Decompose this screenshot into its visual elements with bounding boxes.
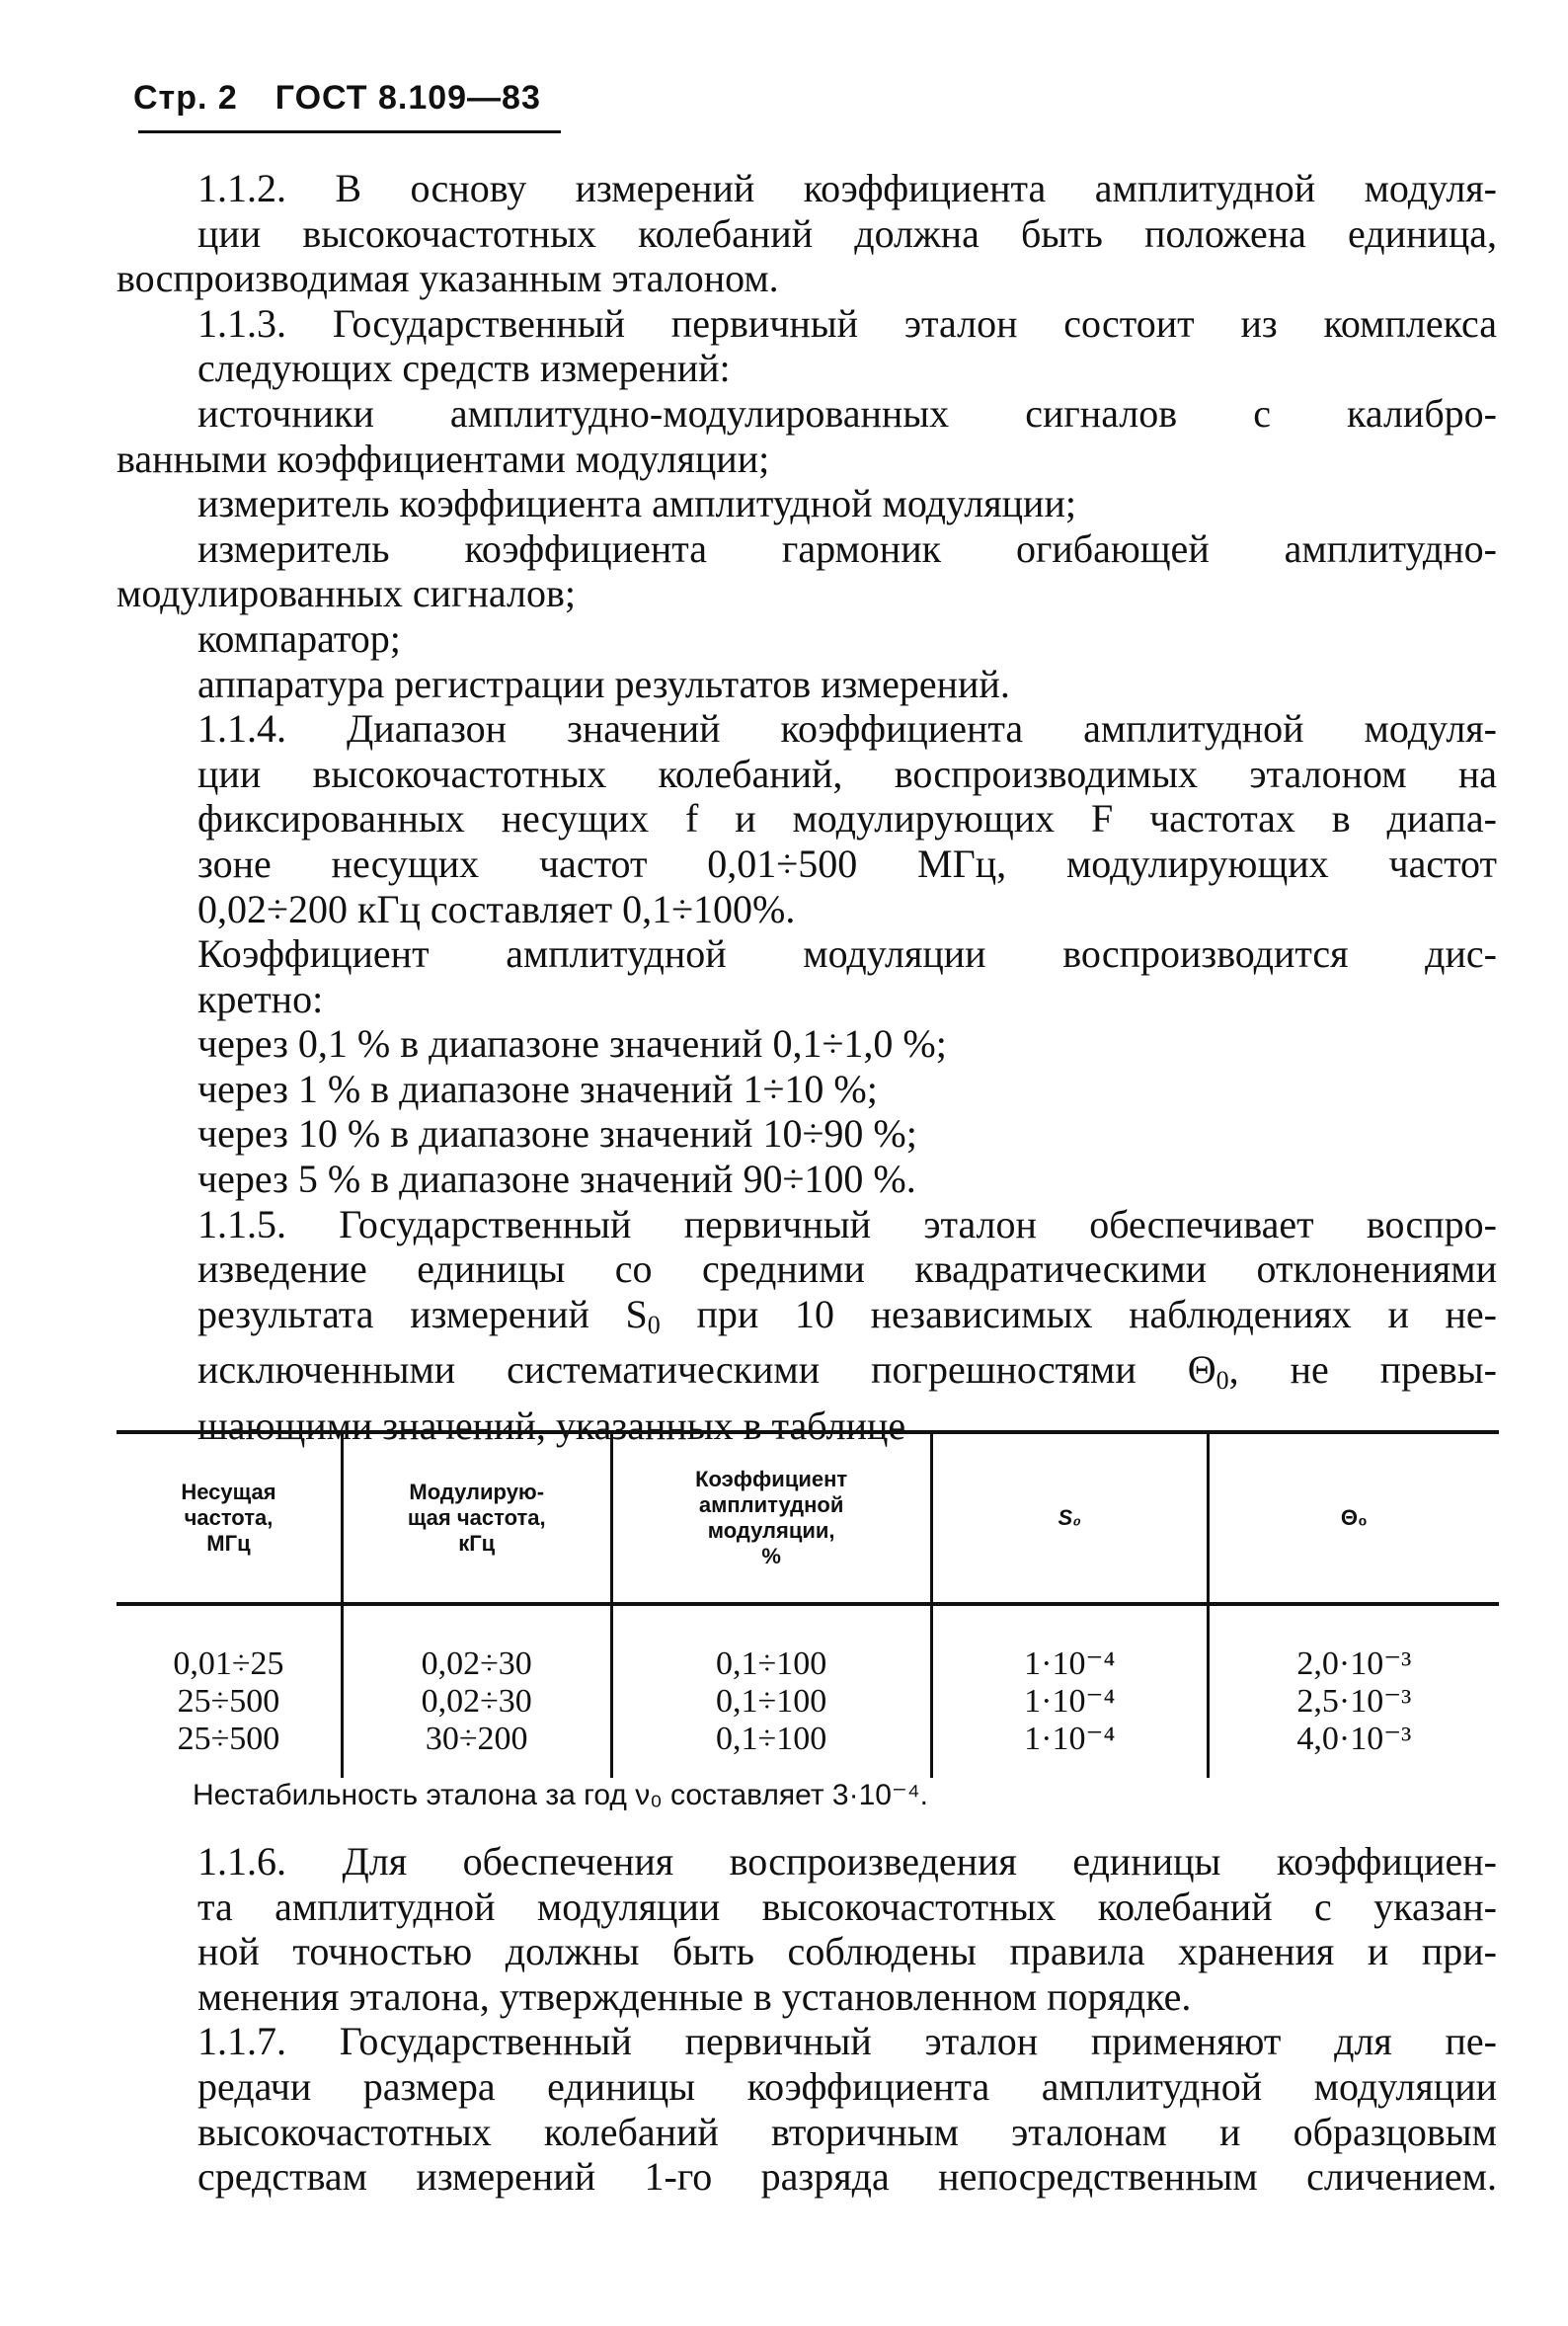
paragraph-1-1-3 bbox=[117, 301, 1497, 391]
subscript: 0 bbox=[1215, 1366, 1229, 1396]
list-item-sources bbox=[117, 391, 1497, 481]
table-cell: 0,1÷100 bbox=[611, 1683, 931, 1721]
table-cell: 4,0·10⁻³ bbox=[1208, 1721, 1499, 1778]
step-item: через 1 % в диапазоне значений 1÷10 %; bbox=[197, 1066, 878, 1111]
text-fragment: исключенными систематическими погрешностями Θ bbox=[197, 1347, 1216, 1393]
step-item: через 0,1 % в диапазоне значений 0,1÷1,0 %; bbox=[197, 1021, 947, 1067]
header-line: % bbox=[761, 1544, 781, 1568]
table-cell: 1·10⁻⁴ bbox=[931, 1683, 1208, 1721]
text-line: воспроизводимая указанным эталоном. bbox=[117, 256, 779, 301]
table-row bbox=[117, 1721, 1499, 1778]
table-cell: 1·10⁻⁴ bbox=[931, 1604, 1208, 1683]
text-line: 1.1.6. Для обеспечения воспроизведения единицы коэффициен- bbox=[197, 1839, 1497, 1884]
header-line: Модулирую- bbox=[409, 1480, 545, 1504]
text-line: 0,02÷200 кГц составляет 0,1÷100%. bbox=[197, 886, 796, 931]
text-line: компаратор; bbox=[197, 615, 401, 661]
list-item-harmonic-meter bbox=[117, 526, 1497, 616]
standard-table bbox=[117, 1430, 1499, 1778]
text-line bbox=[117, 1347, 1497, 1404]
text-line: высокочастотных колебаний вторичным эталонам и образцовым bbox=[197, 2109, 1497, 2154]
paragraph-1-1-7 bbox=[117, 2019, 1497, 2199]
body-text-upper bbox=[117, 166, 1497, 1449]
step-item: через 10 % в диапазоне значений 10÷90 %; bbox=[197, 1111, 917, 1157]
table-row bbox=[117, 1604, 1499, 1683]
table-cell: 0,02÷30 bbox=[342, 1604, 611, 1683]
paragraph-1-1-4 bbox=[117, 706, 1497, 931]
header-carrier-frequency bbox=[117, 1432, 342, 1604]
paragraph-1-1-6 bbox=[117, 1839, 1497, 2019]
text-line: 1.1.3. Государственный первичный эталон состоит из комплекса bbox=[197, 300, 1497, 346]
text-line: изведение единицы со средними квадратическими отклонениями bbox=[197, 1246, 1497, 1292]
header-line: модуляции, bbox=[707, 1518, 835, 1543]
header-line: амплитудной bbox=[698, 1492, 844, 1517]
header-rule bbox=[138, 130, 561, 133]
body-text-lower bbox=[117, 1839, 1497, 2200]
list-item-registration bbox=[117, 662, 1497, 707]
text-line: 1.1.2. В основу измерений коэффициента амплитудной модуля- bbox=[197, 166, 1497, 210]
header-line: МГц bbox=[206, 1531, 251, 1556]
header-line: Коэффициент bbox=[695, 1467, 848, 1491]
text-fragment: при 10 независимых наблюдениях и не- bbox=[660, 1291, 1497, 1336]
page-header bbox=[133, 79, 541, 118]
text-line: 1.1.4. Диапазон значений коэффициента амплитудной модуля- bbox=[197, 706, 1497, 752]
text-line: ции высокочастотных колебаний, воспроизводимых эталоном на bbox=[197, 751, 1497, 796]
table-cell: 0,1÷100 bbox=[611, 1721, 931, 1778]
text-fragment: результата измерений S bbox=[197, 1291, 648, 1336]
header-modulating-frequency bbox=[342, 1432, 611, 1604]
paragraph-1-1-2 bbox=[117, 166, 1497, 301]
subscript: 0 bbox=[647, 1310, 661, 1339]
header-line: щая частота, bbox=[407, 1505, 546, 1530]
header-theta0 bbox=[1208, 1432, 1499, 1604]
table-cell: 2,5·10⁻³ bbox=[1208, 1683, 1499, 1721]
table-cell: 25÷500 bbox=[177, 1683, 280, 1720]
table-cell: 0,01÷25 bbox=[173, 1645, 284, 1682]
text-line: 1.1.7. Государственный первичный эталон применяют для пе- bbox=[197, 2019, 1497, 2064]
text-line: зоне несущих частот 0,01÷500 МГц, модулирующих частот bbox=[197, 841, 1497, 886]
text-line: ции высокочастотных колебаний должна быть положена единица, bbox=[197, 210, 1497, 256]
text-line: редачи размера единицы коэффициента амплитудной модуляции bbox=[197, 2063, 1497, 2109]
text-line: источники амплитудно-модулированных сигналов с калибро- bbox=[197, 390, 1497, 436]
text-line: средствам измерений 1-го разряда непосредственным сличением. bbox=[197, 2154, 1497, 2200]
step-list bbox=[117, 1021, 1497, 1201]
standard-number: ГОСТ 8.109—83 bbox=[274, 79, 541, 117]
text-line: Коэффициент амплитудной модуляции воспроизводится дис- bbox=[197, 931, 1497, 977]
table-cell: 0,1÷100 bbox=[611, 1604, 931, 1683]
text-line: та амплитудной модуляции высокочастотных колебаний с указан- bbox=[197, 1884, 1497, 1929]
table-cell: 2,0·10⁻³ bbox=[1208, 1604, 1499, 1683]
page-number: Стр. 2 bbox=[133, 79, 238, 117]
instability-note: Нестабильность эталона за год ν₀ составляет 3·10⁻⁴. bbox=[193, 1779, 929, 1811]
table-cell: 25÷500 bbox=[177, 1721, 280, 1757]
text-line: измеритель коэффициента гармоник огибающей амплитудно- bbox=[197, 525, 1497, 571]
header-s0 bbox=[931, 1432, 1208, 1604]
text-line: модулированных сигналов; bbox=[117, 571, 576, 616]
step-item: через 5 % в диапазоне значений 90÷100 %. bbox=[197, 1157, 916, 1202]
header-line: Θ₀ bbox=[1340, 1505, 1368, 1530]
table-cell: 1·10⁻⁴ bbox=[931, 1721, 1208, 1778]
header-line: частота, bbox=[184, 1505, 274, 1530]
header-line: Несущая bbox=[181, 1480, 276, 1504]
paragraph-discrete bbox=[117, 931, 1497, 1021]
paragraph-1-1-5 bbox=[117, 1202, 1497, 1449]
text-line: аппаратура регистрации результатов измерений. bbox=[197, 661, 1010, 706]
text-line: менения эталона, утвержденные в установленном порядке. bbox=[197, 1973, 1192, 2019]
list-item-comparator bbox=[117, 616, 1497, 662]
table-row bbox=[117, 1683, 1499, 1721]
header-modulation-coefficient bbox=[611, 1432, 931, 1604]
table-cell: 30÷200 bbox=[342, 1721, 611, 1778]
text-line: шающими значений, указанных в таблице bbox=[197, 1404, 906, 1449]
text-line: фиксированных несущих f и модулирующих F частотах в диапа- bbox=[197, 796, 1497, 842]
header-line: S₀ bbox=[1058, 1505, 1081, 1530]
list-item-modulation-meter bbox=[117, 481, 1497, 526]
text-line: ванными коэффициентами модуляции; bbox=[117, 436, 770, 481]
table-cell: 0,02÷30 bbox=[342, 1683, 611, 1721]
text-line: измеритель коэффициента амплитудной модуляции; bbox=[197, 481, 1076, 526]
table-header-row bbox=[117, 1432, 1499, 1604]
text-line: ной точностью должны быть соблюдены правила хранения и при- bbox=[197, 1929, 1497, 1974]
text-line: следующих средств измерений: bbox=[197, 346, 731, 391]
header-line: кГц bbox=[458, 1531, 496, 1556]
text-line: 1.1.5. Государственный первичный эталон обеспечивает воспро- bbox=[197, 1201, 1497, 1246]
text-line: кретно: bbox=[197, 976, 324, 1021]
text-line bbox=[117, 1292, 1497, 1348]
text-fragment: , не превы- bbox=[1228, 1347, 1497, 1393]
